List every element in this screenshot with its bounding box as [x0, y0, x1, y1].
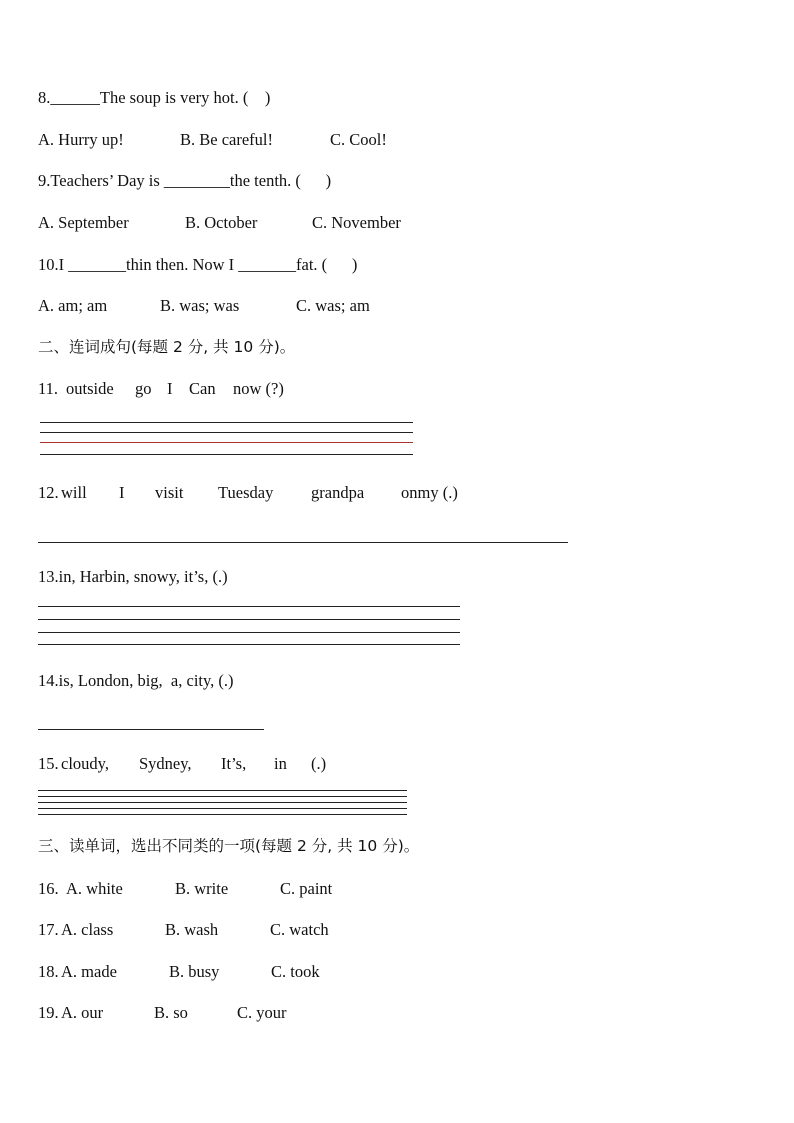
option-b: B. wash	[165, 920, 219, 939]
word: cloudy,	[61, 754, 109, 773]
answer-line	[38, 606, 460, 607]
answer-line	[38, 790, 407, 791]
question-number: 18.	[38, 962, 59, 981]
question-number: 19.	[38, 1003, 59, 1022]
answer-line	[40, 422, 413, 423]
question-stem: 10.I _______thin then. Now I _______fat. ( )	[38, 255, 358, 274]
option-c: C. watch	[270, 920, 329, 939]
question-stem: 9.Teachers’ Day is ________the tenth. ( )	[38, 171, 332, 190]
word: visit	[155, 483, 184, 502]
word: Sydney,	[139, 754, 192, 773]
word: Can	[189, 379, 216, 398]
question-number: 12.	[38, 483, 59, 502]
word: onmy (.)	[401, 483, 458, 502]
answer-line	[38, 632, 460, 633]
answer-line	[38, 808, 407, 809]
option-a: A. September	[38, 213, 129, 232]
option-b: B. was; was	[160, 296, 240, 315]
word: will	[61, 483, 87, 502]
word: I	[167, 379, 173, 398]
word: now (?)	[233, 379, 284, 398]
word: Tuesday	[218, 483, 274, 502]
section-heading: 三、读单词，选出不同类的一项(每题 2 分, 共 10 分)。	[38, 837, 420, 855]
option-c: C. paint	[280, 879, 333, 898]
question-number: 15.	[38, 754, 59, 773]
answer-line	[38, 644, 460, 645]
option-b: B. Be careful!	[180, 130, 273, 149]
option-b: B. busy	[169, 962, 220, 981]
word: I	[119, 483, 125, 502]
option-c: C. Cool!	[330, 130, 387, 149]
option-c: C. your	[237, 1003, 287, 1022]
question-stem: 8.______The soup is very hot. ( )	[38, 88, 271, 107]
answer-line	[38, 619, 460, 620]
option-a: A. am; am	[38, 296, 108, 315]
question-number: 17.	[38, 920, 59, 939]
section-heading: 二、连词成句(每题 2 分, 共 10 分)。	[38, 338, 296, 356]
option-a: A. made	[61, 962, 117, 981]
question-stem: 14.is, London, big, a, city, (.)	[38, 671, 234, 690]
option-b: B. October	[185, 213, 258, 232]
option-c: C. November	[312, 213, 401, 232]
option-a: A. our	[61, 1003, 104, 1022]
option-a: A. class	[61, 920, 114, 939]
answer-line	[40, 432, 413, 433]
word: It’s,	[221, 754, 247, 773]
word: (.)	[311, 754, 327, 773]
word: grandpa	[311, 483, 365, 502]
answer-line	[38, 796, 407, 797]
answer-line	[40, 442, 413, 443]
word: go	[135, 379, 152, 398]
question-stem: 13.in, Harbin, snowy, it’s, (.)	[38, 567, 228, 586]
option-c: C. took	[271, 962, 320, 981]
answer-line	[38, 814, 407, 815]
question-number: 16.	[38, 879, 59, 898]
answer-line	[38, 729, 264, 730]
answer-line	[40, 454, 413, 455]
word: in	[274, 754, 287, 773]
option-a: A. white	[66, 879, 123, 898]
question-number: 11.	[38, 379, 59, 398]
option-c: C. was; am	[296, 296, 370, 315]
option-b: B. write	[175, 879, 229, 898]
word: outside	[66, 379, 114, 398]
answer-line	[38, 802, 407, 803]
option-a: A. Hurry up!	[38, 130, 124, 149]
answer-line	[38, 542, 568, 543]
option-b: B. so	[154, 1003, 188, 1022]
